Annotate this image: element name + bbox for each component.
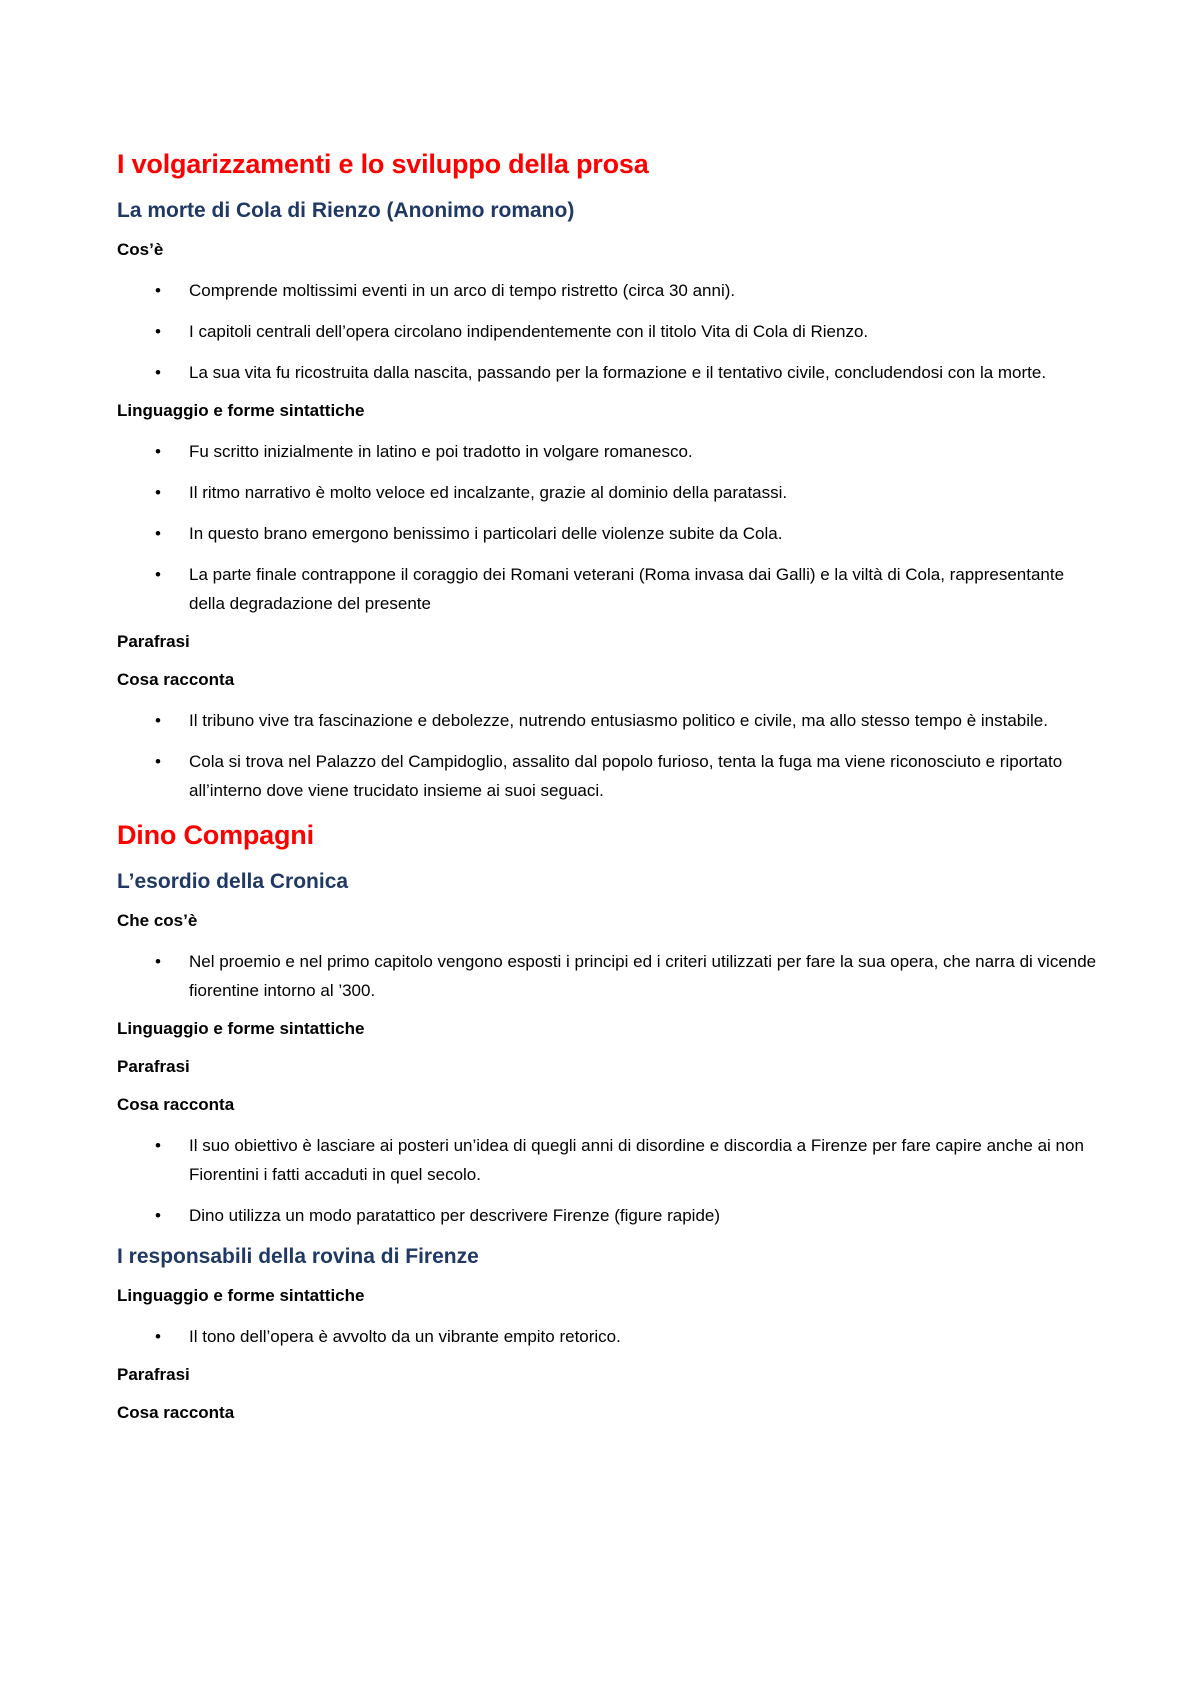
- bullet-list: [117, 947, 1097, 1005]
- paragraph-label: Cosa racconta: [117, 670, 235, 689]
- document-content: [117, 146, 1097, 1439]
- list-item-text: Fu scritto inizialmente in latino e poi tradotto in volgare romanesco.: [189, 442, 693, 461]
- bullet-list: [117, 437, 1097, 618]
- list-item: [117, 706, 1097, 735]
- bullet-icon: •: [155, 363, 161, 382]
- bullet-icon: •: [155, 1136, 161, 1155]
- bullet-icon: •: [155, 281, 161, 300]
- bullet-list: [117, 276, 1097, 387]
- subsection-title: L’esordio della Cronica: [117, 870, 349, 893]
- bullet-icon: •: [155, 483, 161, 502]
- paragraph-label: Linguaggio e forme sintattiche: [117, 1286, 365, 1305]
- list-item: [117, 947, 1097, 1005]
- list-item-text: Il ritmo narrativo è molto veloce ed incalzante, grazie al dominio della paratassi.: [189, 483, 788, 502]
- paragraph-label: Parafrasi: [117, 1365, 190, 1384]
- bullet-icon: •: [155, 322, 161, 341]
- paragraph-label: Linguaggio e forme sintattiche: [117, 1019, 365, 1038]
- list-item-text: Cola si trova nel Palazzo del Campidoglio, assalito dal popolo furioso, tenta la fuga ma viene riconosciuto e riportato all’interno dove viene trucidato insieme ai suoi seguaci.: [189, 752, 1063, 800]
- list-item: [117, 747, 1097, 805]
- section-title: I volgarizzamenti e lo sviluppo della prosa: [117, 149, 649, 179]
- list-item: [117, 519, 1097, 548]
- paragraph-label: Cosa racconta: [117, 1403, 235, 1422]
- list-item: [117, 317, 1097, 346]
- list-item: [117, 1131, 1097, 1189]
- list-item-text: Il suo obiettivo è lasciare ai posteri un’idea di quegli anni di disordine e discordia a Firenze per fare capire anche ai non Fiorentini i fatti accaduti in quel secolo.: [189, 1136, 1084, 1184]
- bullet-icon: •: [155, 565, 161, 584]
- list-item-text: Comprende moltissimi eventi in un arco di tempo ristretto (circa 30 anni).: [189, 281, 736, 300]
- bullet-icon: •: [155, 442, 161, 461]
- paragraph-label: Linguaggio e forme sintattiche: [117, 401, 365, 420]
- bullet-icon: •: [155, 952, 161, 971]
- bullet-icon: •: [155, 1206, 161, 1225]
- list-item: [117, 1201, 1097, 1230]
- subsection-title: I responsabili della rovina di Firenze: [117, 1245, 479, 1268]
- list-item-text: Il tono dell’opera è avvolto da un vibrante empito retorico.: [189, 1327, 621, 1346]
- list-item-text: La sua vita fu ricostruita dalla nascita, passando per la formazione e il tentativo civile, concludendosi con la morte.: [189, 363, 1047, 382]
- list-item-text: In questo brano emergono benissimo i particolari delle violenze subite da Cola.: [189, 524, 783, 543]
- list-item: [117, 276, 1097, 305]
- list-item-text: Nel proemio e nel primo capitolo vengono esposti i principi ed i criteri utilizzati per fare la sua opera, che narra di vicende fiorentine intorno al ’300.: [189, 952, 1097, 1000]
- paragraph-label: Che cos’è: [117, 911, 198, 930]
- bullet-icon: •: [155, 524, 161, 543]
- bullet-list: [117, 1322, 1097, 1351]
- section-title: Dino Compagni: [117, 820, 314, 850]
- list-item-text: Dino utilizza un modo paratattico per descrivere Firenze (figure rapide): [189, 1206, 721, 1225]
- bullet-icon: •: [155, 1327, 161, 1346]
- list-item-text: I capitoli centrali dell’opera circolano indipendentemente con il titolo Vita di Cola di Rienzo.: [189, 322, 869, 341]
- list-item: [117, 478, 1097, 507]
- bullet-list: [117, 706, 1097, 805]
- paragraph-label: Cos’è: [117, 240, 164, 259]
- paragraph-label: Parafrasi: [117, 1057, 190, 1076]
- paragraph-label: Cosa racconta: [117, 1095, 235, 1114]
- list-item: [117, 560, 1097, 618]
- list-item-text: La parte finale contrappone il coraggio dei Romani veterani (Roma invasa dai Galli) e la viltà di Cola, rappresentante della degradazione del presente: [189, 565, 1065, 613]
- paragraph-label: Parafrasi: [117, 632, 190, 651]
- bullet-icon: •: [155, 711, 161, 730]
- list-item: [117, 1322, 1097, 1351]
- list-item-text: Il tribuno vive tra fascinazione e debolezze, nutrendo entusiasmo politico e civile, ma allo stesso tempo è instabile.: [189, 711, 1048, 730]
- list-item: [117, 437, 1097, 466]
- list-item: [117, 358, 1097, 387]
- subsection-title: La morte di Cola di Rienzo (Anonimo romano): [117, 199, 575, 222]
- bullet-icon: •: [155, 752, 161, 771]
- bullet-list: [117, 1131, 1097, 1230]
